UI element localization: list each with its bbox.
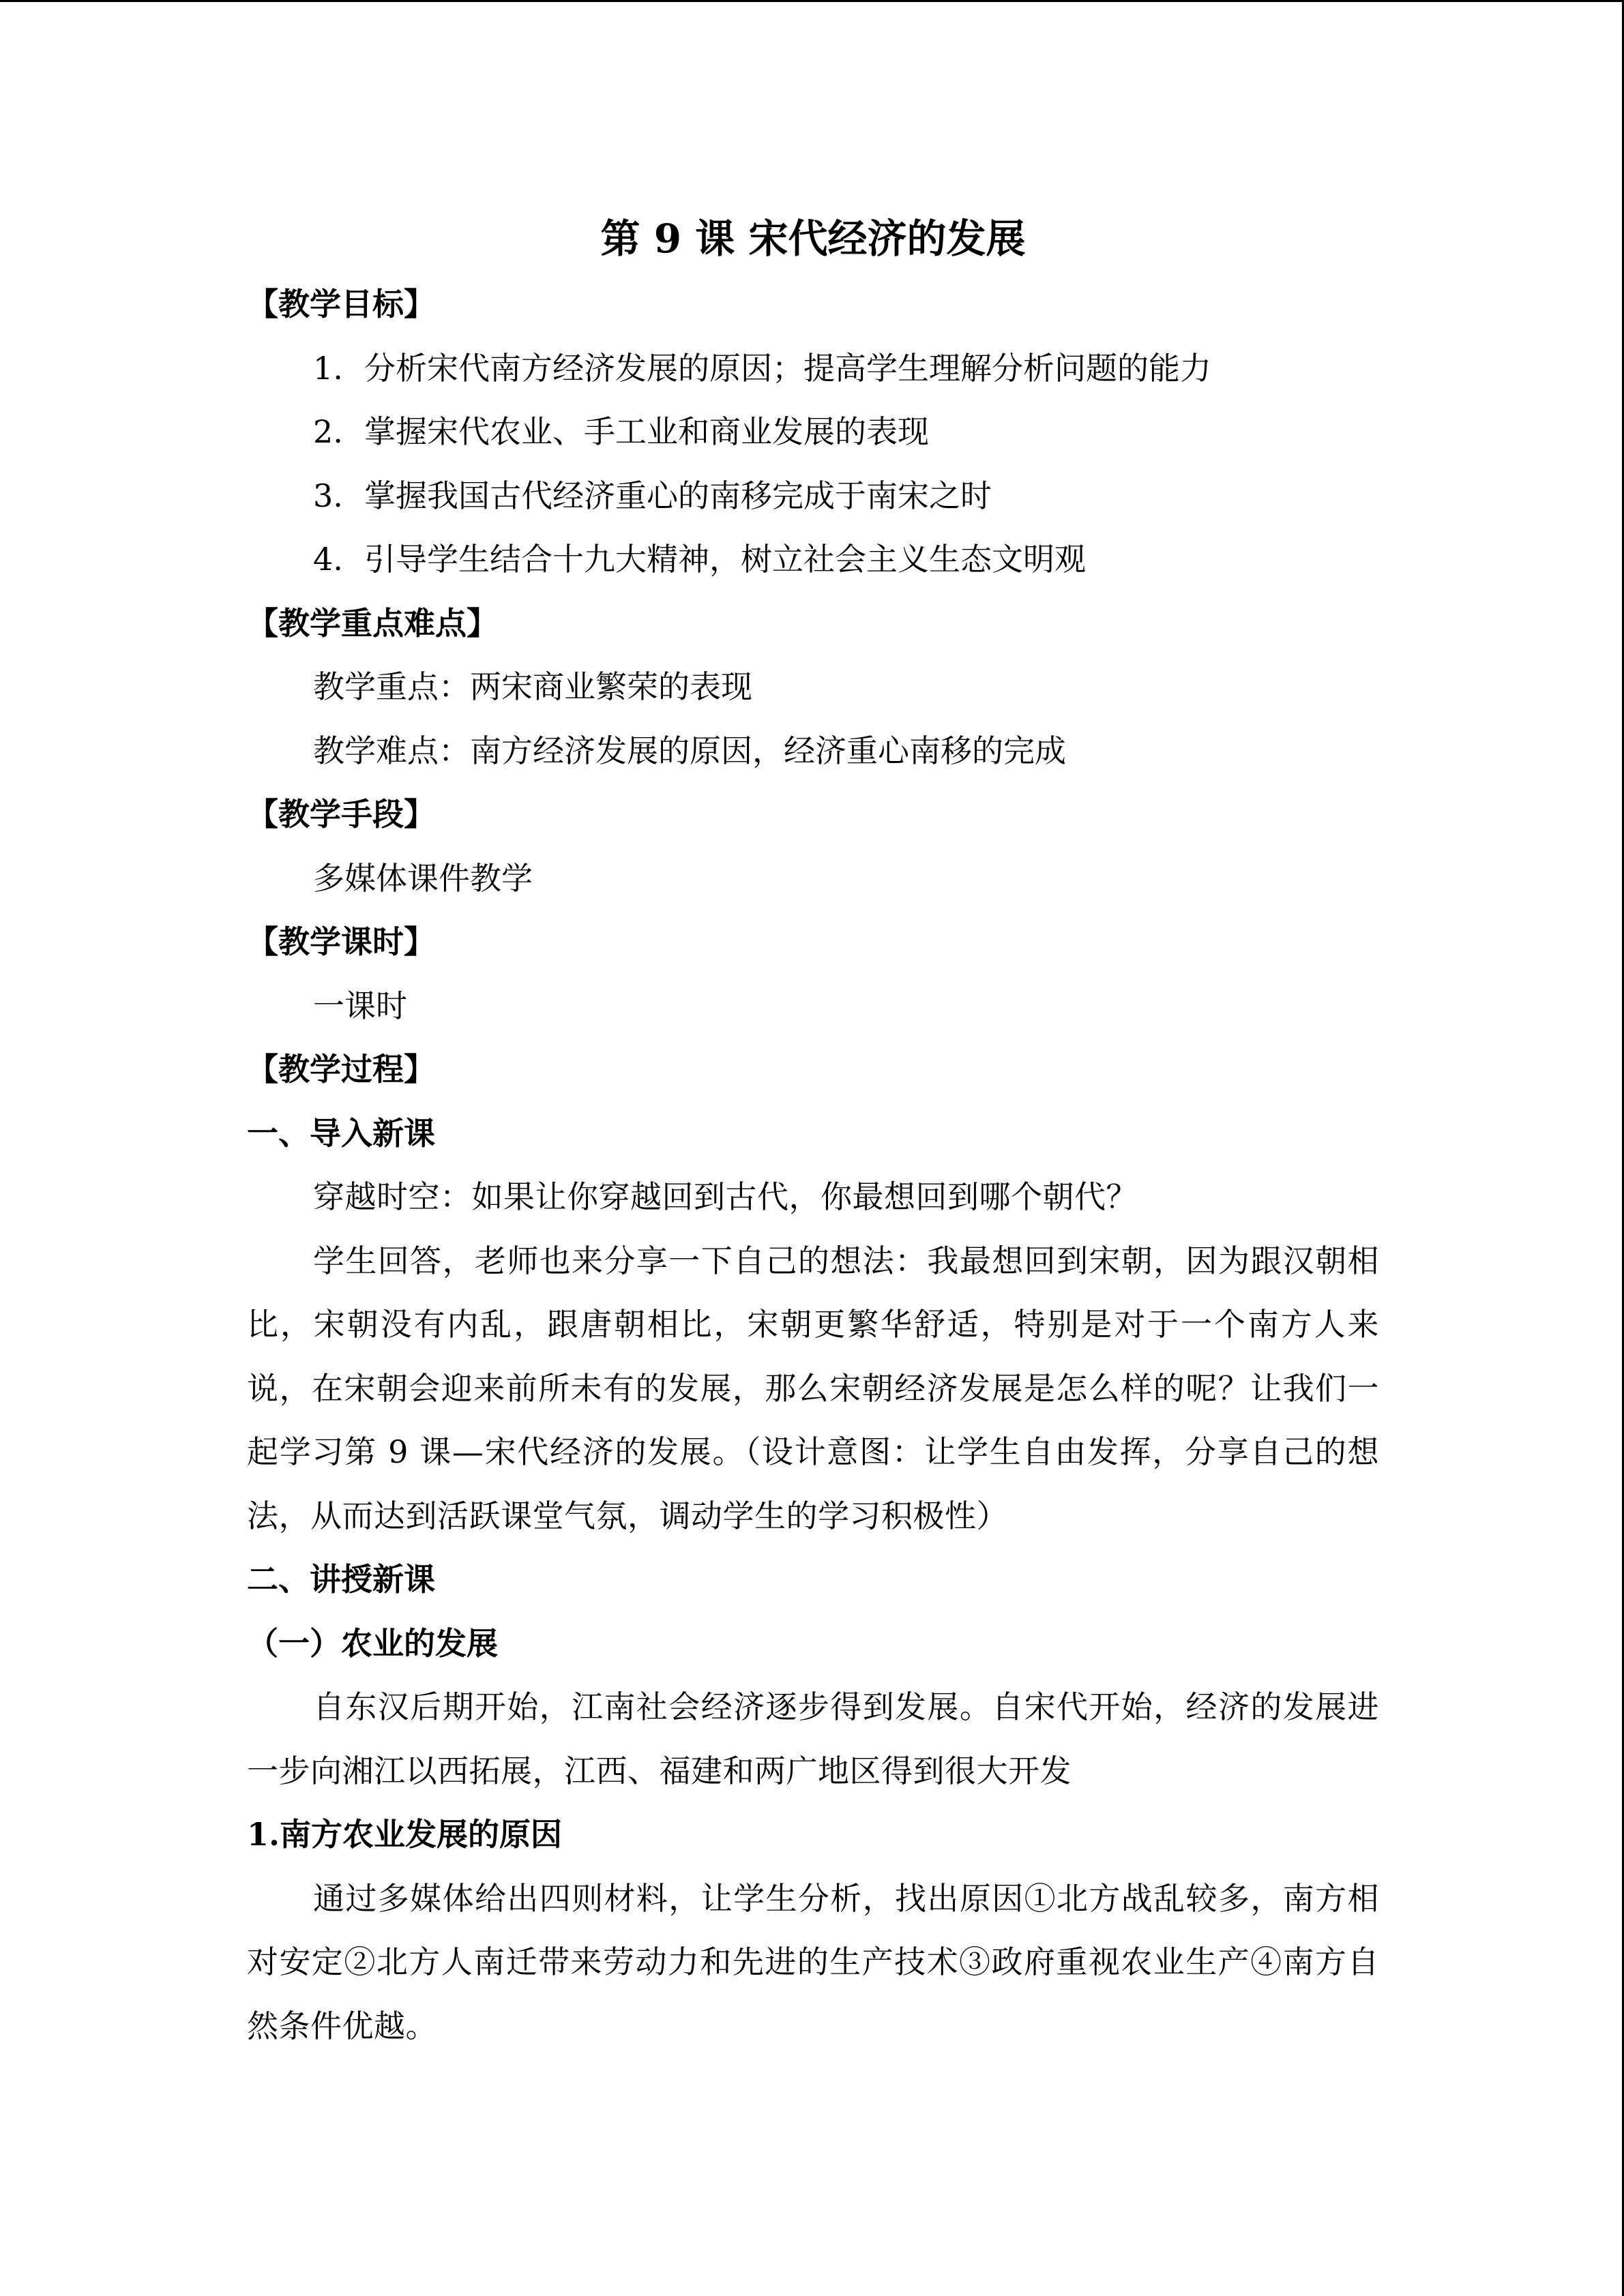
hours-heading: 【教学课时】: [247, 923, 435, 960]
objective-number: 4.: [313, 541, 343, 578]
objective-item: [247, 464, 1379, 528]
agriculture-reasons-paragraph: 通过多媒体给出四则材料，让学生分析，找出原因①北方战乱较多，南方相对安定②北方人南迁带来劳动力和先进的生产技术③政府重视农业生产④南方自然条件优越。: [247, 1879, 1379, 2044]
intro-question: 穿越时空：如果让你穿越回到古代，你最想回到哪个朝代？: [313, 1178, 1138, 1215]
objective-number: 1.: [313, 349, 343, 387]
section-intro-heading: 一、导入新课: [247, 1114, 435, 1152]
objective-number: 2.: [313, 413, 343, 450]
key-points-heading: 【教学重点难点】: [247, 604, 498, 642]
intro-paragraph: 学生回答，老师也来分享一下自己的想法：我最想回到宋朝，因为跟汉朝相比，宋朝没有内乱，跟唐朝相比，宋朝更繁华舒适，特别是对于一个南方人来说，在宋朝会迎来前所未有的发展，那么宋朝经济发展是怎么样的呢？让我们一起学习第 9 课—宋代经济的发展。（设计意图：让学生自由发挥，分享自己的想法，从而达到活跃课堂气氛，调动学生的学习积极性）: [247, 1242, 1379, 1534]
teaching-focus: 教学重点：两宋商业繁荣的表现: [313, 668, 752, 705]
objectives-heading: 【教学目标】: [247, 286, 435, 323]
teaching-difficulty: 教学难点：南方经济发展的原因，经济重心南移的完成: [313, 732, 1066, 769]
hours-text: 一课时: [313, 987, 407, 1024]
objective-number: 3.: [313, 477, 343, 514]
objective-text: 引导学生结合十九大精神，树立社会主义生态文明观: [364, 541, 1086, 578]
objective-item: [247, 400, 1379, 464]
objective-item: [247, 337, 1379, 401]
objective-text: 掌握我国古代经济重心的南移完成于南宋之时: [364, 477, 992, 514]
objective-text: 掌握宋代农业、手工业和商业发展的表现: [364, 413, 929, 450]
document-body: [247, 205, 1379, 2058]
agriculture-paragraph: 自东汉后期开始，江南社会经济逐步得到发展。自宋代开始，经济的发展进一步向湘江以西拓展，江西、福建和两广地区得到很大开发: [247, 1688, 1379, 1789]
page-title: 第 9 课 宋代经济的发展: [600, 215, 1026, 262]
objective-text: 分析宋代南方经济发展的原因；提高学生理解分析问题的能力: [364, 349, 1211, 387]
section-lecture-heading: 二、讲授新课: [247, 1561, 435, 1598]
methods-heading: 【教学手段】: [247, 796, 435, 833]
methods-text: 多媒体课件教学: [313, 859, 533, 897]
agriculture-heading: （一）农业的发展: [247, 1624, 498, 1662]
process-heading: 【教学过程】: [247, 1051, 435, 1088]
objective-item: [247, 528, 1379, 592]
agriculture-reasons-heading: 1.南方农业发展的原因: [247, 1816, 563, 1853]
